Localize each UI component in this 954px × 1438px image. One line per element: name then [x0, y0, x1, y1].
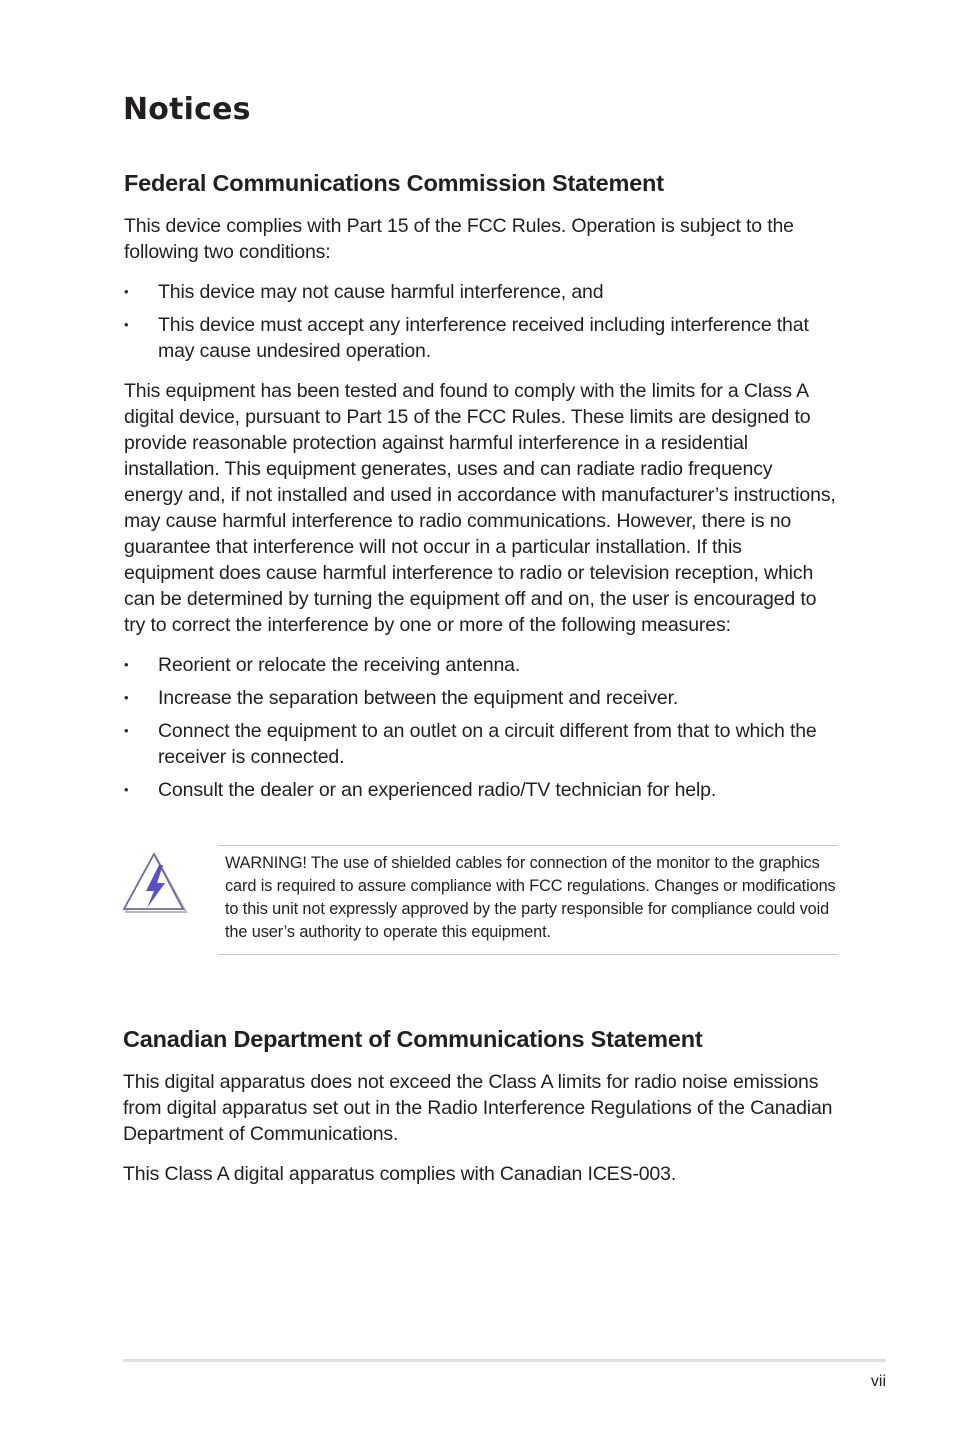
footer-divider — [123, 1359, 886, 1362]
warning-text: WARNING! The use of shielded cables for connection of the monitor to the graphics card is required to assure compliance with FCC regulations. Changes or modifications to this unit not expressly approved by the party responsible for compliance could void the user’s authority to operate this equipment. — [225, 854, 836, 941]
warning-notice — [120, 845, 838, 955]
list-item: • Consult the dealer or an experienced radio/TV technician for help. — [124, 777, 836, 803]
fcc-conditions-list — [124, 279, 836, 364]
canada-section — [123, 1026, 835, 1201]
warning-triangle-lightning-icon — [120, 851, 190, 915]
list-item: • This device must accept any interference received including interference that may cause undesired operation. — [124, 312, 836, 364]
fcc-section — [124, 170, 836, 817]
fcc-heading: Federal Communications Commission Statement — [124, 170, 664, 196]
canada-para-2: This Class A digital apparatus complies with Canadian ICES-003. — [123, 1163, 677, 1185]
list-item: • This device may not cause harmful interference, and — [124, 279, 836, 305]
fcc-measures-list — [124, 652, 836, 803]
canada-para-1: This digital apparatus does not exceed the Class A limits for radio noise emissions from digital apparatus set out in the Radio Interference Regulations of the Canadian Department of Communications. — [123, 1071, 833, 1145]
fcc-body: This equipment has been tested and found to comply with the limits for a Class A digital device, pursuant to Part 15 of the FCC Rules. These limits are designed to provide reasonable protection against harmful interference in a residential installation. This equipment generates, uses and can radiate radio frequency energy and, if not installed and used in accordance with manufacturer’s instructions, may cause harmful interference to radio communications. However, there is no guarantee that interference will not occur in a particular installation. If this equipment does cause harmful interference to radio or television reception, which can be determined by turning the equipment off and on, the user is encouraged to try to correct the interference by one or more of the following measures: — [124, 380, 836, 636]
page-title: Notices — [123, 92, 251, 127]
canada-heading: Canadian Department of Communications Statement — [123, 1026, 703, 1052]
list-item: • Reorient or relocate the receiving antenna. — [124, 652, 836, 678]
warning-box — [218, 845, 838, 955]
list-item: • Connect the equipment to an outlet on a circuit different from that to which the receiver is connected. — [124, 718, 836, 770]
list-item: • Increase the separation between the equipment and receiver. — [124, 685, 836, 711]
page-number: vii — [870, 1373, 886, 1390]
fcc-intro: This device complies with Part 15 of the FCC Rules. Operation is subject to the following two conditions: — [124, 215, 794, 263]
